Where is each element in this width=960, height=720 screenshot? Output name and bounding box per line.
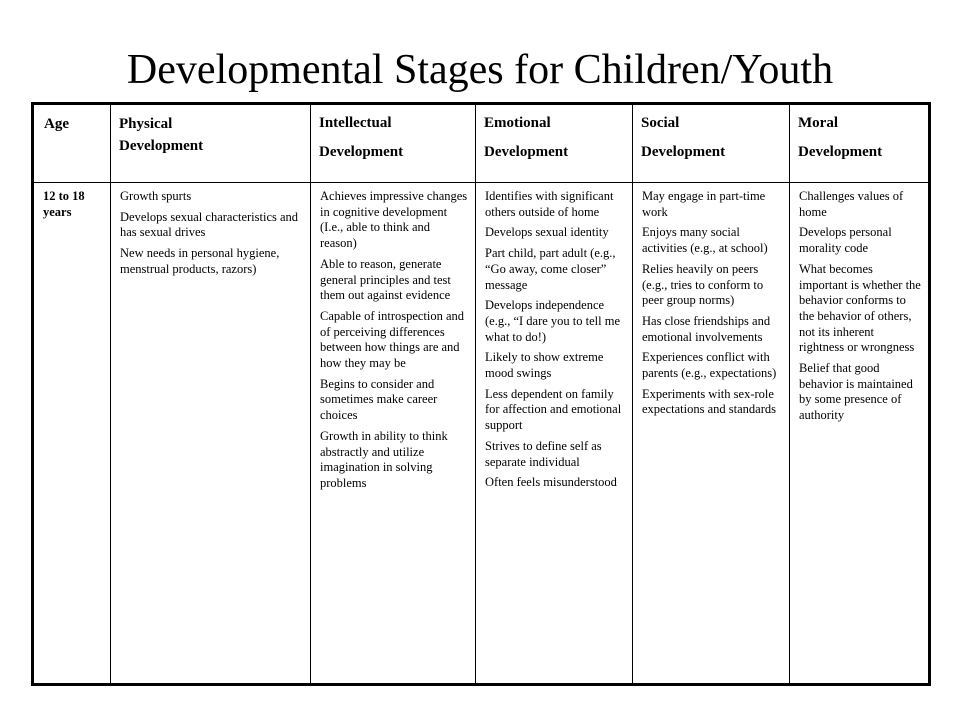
header-intellectual-line2: Development <box>319 144 404 160</box>
list-item: Less dependent on family for affection and emotional support <box>485 386 622 433</box>
list-item: Develops personal morality code <box>799 225 892 256</box>
header-social <box>633 104 790 183</box>
header-intellectual-line1: Intellectual <box>319 115 392 131</box>
header-age <box>33 104 111 183</box>
header-emotional-line1: Emotional <box>484 115 551 131</box>
age-range-line1: 12 to 18 <box>43 189 85 203</box>
list-item: What becomes important is whether the behavior conforms to the behavior of others, not its inherent rightness or wrongness <box>799 261 921 355</box>
header-intellectual <box>311 104 476 183</box>
list-item: Experiences conflict with parents (e.g., expectations) <box>642 350 777 381</box>
cell-emotional <box>476 183 633 685</box>
header-physical-line2: Development <box>119 138 204 154</box>
list-item: Relies heavily on peers (e.g., tries to conform to peer group norms) <box>642 261 764 308</box>
list-item: Experiments with sex-role expectations and standards <box>642 386 776 417</box>
age-range-line2: years <box>43 204 72 219</box>
slide-title: Developmental Stages for Children/Youth <box>126 47 834 93</box>
list-item: Belief that good behavior is maintained by some presence of authority <box>799 361 913 423</box>
list-item: Enjoys many social activities (e.g., at school) <box>642 225 768 256</box>
list-item: Likely to show extreme mood swings <box>485 350 604 381</box>
header-moral-line2: Development <box>798 144 883 160</box>
header-physical <box>111 104 311 183</box>
list-item: Has close friendships and emotional involvements <box>642 313 771 344</box>
list-item: Identifies with significant others outside of home <box>485 189 614 219</box>
list-item: Growth spurts <box>120 189 192 203</box>
cell-moral <box>790 183 930 685</box>
list-item: New needs in personal hygiene, menstrual products, razors) <box>120 246 280 276</box>
header-physical-line1: Physical <box>119 116 173 132</box>
header-social-line2: Development <box>641 144 726 160</box>
list-item: Capable of introspection and of perceiving differences between how things are and how they may be <box>320 308 465 371</box>
developmental-stages-table <box>31 102 931 686</box>
cell-intellectual <box>311 183 476 685</box>
header-moral <box>790 104 930 183</box>
list-item: Part child, part adult (e.g., “Go away, come closer” message <box>485 246 616 292</box>
header-social-line1: Social <box>641 115 680 131</box>
list-item: May engage in part-time work <box>642 189 766 219</box>
list-item: Begins to consider and sometimes make career choices <box>320 376 438 423</box>
header-age-label: Age <box>44 116 69 132</box>
list-item: Develops sexual identity <box>485 225 609 240</box>
cell-social <box>633 183 790 685</box>
list-item: Develops independence (e.g., “I dare you to tell me what to do!) <box>485 298 621 344</box>
cell-age <box>33 183 111 685</box>
header-moral-line1: Moral <box>798 115 838 131</box>
list-item: Able to reason, generate general principles and test them out against evidence <box>320 256 451 303</box>
list-item: Achieves impressive changes in cognitive development (I.e., able to think and reason) <box>320 189 468 251</box>
header-emotional-line2: Development <box>484 144 569 160</box>
header-emotional <box>476 104 633 183</box>
list-item: Growth in ability to think abstractly and utilize imagination in solving problems <box>320 428 448 490</box>
cell-physical <box>111 183 311 685</box>
table-row <box>33 183 930 685</box>
list-item: Strives to define self as separate individual <box>485 438 602 469</box>
header-row <box>33 104 930 183</box>
list-item: Challenges values of home <box>799 189 904 219</box>
list-item: Often feels misunderstood <box>485 475 617 490</box>
list-item: Develops sexual characteristics and has sexual drives <box>120 209 299 240</box>
